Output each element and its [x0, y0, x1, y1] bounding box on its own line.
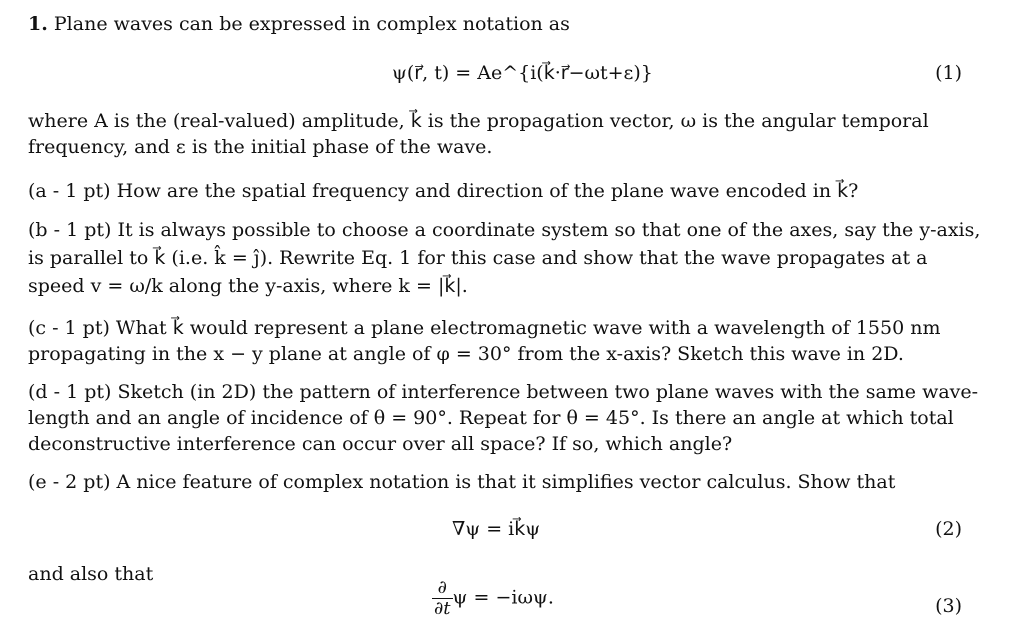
equation-3 — [432, 578, 554, 619]
part-c-line-1: (c - 1 pt) What k⃗ would represent a plane electromagnetic wave with a wavelength of 1550 nm — [28, 317, 941, 339]
part-c-line-2: propagating in the x − y plane at angle of φ = 30° from the x-axis? Sketch this wave in 2D. — [28, 343, 904, 365]
part-b-line-1: (b - 1 pt) It is always possible to choose a coordinate system so that one of the axes, say the y-axis, — [28, 219, 981, 241]
part-e: (e - 2 pt) A nice feature of complex notation is that it simplifies vector calculus. Show that — [28, 471, 896, 493]
part-d-line-3: deconstructive interference can occur over all space? If so, which angle? — [28, 433, 733, 455]
part-b-line-3: speed v = ω/k along the y-axis, where k = |k⃗|. — [28, 275, 468, 297]
part-d-line-1: (d - 1 pt) Sketch (in 2D) the pattern of interference between two plane waves with the same wave- — [28, 381, 979, 403]
partial-derivative-fraction — [432, 578, 453, 619]
part-b-line-2: is parallel to k⃗ (i.e. k̂ = ĵ). Rewrite Eq. 1 for this case and show that the wave propagates at a — [28, 247, 928, 269]
equation-3-number: (3) — [935, 595, 962, 617]
and-also-text: and also that — [28, 563, 154, 585]
where-line-2: frequency, and ε is the initial phase of the wave. — [28, 136, 493, 158]
equation-1: ψ(r⃗, t) = Ae^{i(k⃗·r⃗−ωt+ε)} — [392, 62, 653, 84]
part-a: (a - 1 pt) How are the spatial frequency and direction of the plane wave encoded in k⃗? — [28, 180, 859, 202]
where-line-1: where A is the (real-valued) amplitude, k⃗ is the propagation vector, ω is the angular temporal — [28, 110, 929, 132]
equation-2: ∇ψ = ik⃗ψ — [452, 518, 541, 540]
problem-intro: Plane waves can be expressed in complex notation as — [53, 13, 570, 35]
problem-number: 1. — [28, 13, 48, 35]
equation-1-number: (1) — [935, 62, 962, 84]
equation-2-number: (2) — [935, 518, 962, 540]
fraction-numerator: ∂ — [432, 578, 453, 599]
part-d-line-2: length and an angle of incidence of θ = 90°. Repeat for θ = 45°. Is there an angle at which total — [28, 407, 954, 429]
problem-intro-line — [28, 11, 570, 37]
equation-3-rhs: ψ = −iωψ. — [452, 586, 554, 609]
fraction-denominator: ∂t — [434, 598, 451, 619]
